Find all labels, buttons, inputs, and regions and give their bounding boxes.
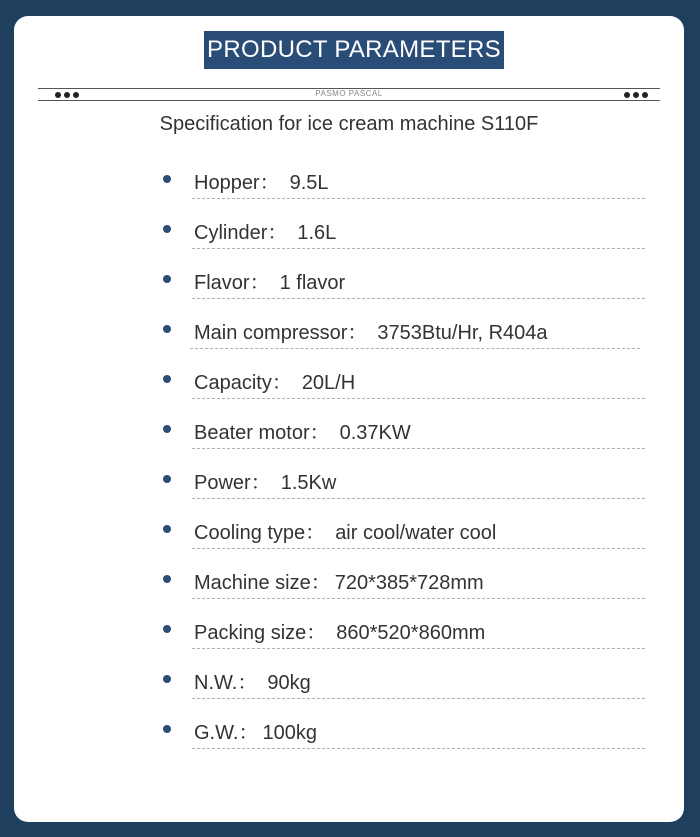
separator	[192, 248, 645, 249]
param-value: air cool/water cool	[335, 522, 497, 544]
spec-title: Specification for ice cream machine S110F	[159, 113, 539, 135]
param-label: Cooling type：	[194, 522, 326, 544]
bullet-icon	[163, 575, 171, 583]
param-value: 1 flavor	[279, 272, 346, 294]
title-banner	[204, 31, 504, 69]
param-label: Machine size：	[194, 572, 331, 594]
param-value: 100kg	[262, 722, 317, 744]
separator	[192, 648, 645, 649]
bullet-icon	[163, 175, 171, 183]
bullet-icon	[163, 425, 171, 433]
param-label: N.W.：	[194, 672, 258, 694]
list-item	[14, 356, 684, 406]
bullet-icon	[163, 625, 171, 633]
param-label: Main compressor：	[194, 322, 368, 344]
separator	[192, 698, 645, 699]
dots-right-icon	[624, 90, 648, 100]
separator	[192, 448, 645, 449]
list-item	[14, 656, 684, 706]
separator	[192, 748, 645, 749]
param-label: Capacity：	[194, 372, 292, 394]
bullet-icon	[163, 275, 171, 283]
param-value: 1.6L	[297, 222, 337, 244]
separator	[192, 298, 645, 299]
list-item	[14, 556, 684, 606]
separator	[190, 348, 640, 349]
param-value: 20L/H	[301, 372, 356, 394]
list-item	[14, 506, 684, 556]
param-value: 90kg	[267, 672, 311, 694]
brand-text: PASMO PASCAL	[315, 89, 383, 98]
list-item	[14, 206, 684, 256]
separator	[192, 498, 645, 499]
separator	[192, 548, 645, 549]
param-value: 3753Btu/Hr, R404a	[377, 322, 548, 344]
bullet-icon	[163, 225, 171, 233]
separator	[192, 398, 645, 399]
param-value: 720*385*728mm	[334, 572, 484, 594]
list-item	[14, 706, 684, 756]
param-label: Cylinder：	[194, 222, 288, 244]
list-item	[14, 256, 684, 306]
param-value: 1.5Kw	[280, 472, 337, 494]
bullet-icon	[163, 675, 171, 683]
bullet-icon	[163, 475, 171, 483]
param-label: Flavor：	[194, 272, 270, 294]
spec-card	[14, 16, 684, 822]
list-item	[14, 306, 684, 356]
separator	[192, 598, 645, 599]
rule-line-bottom	[38, 100, 660, 101]
bullet-icon	[163, 725, 171, 733]
param-label: Power：	[194, 472, 271, 494]
list-item	[14, 156, 684, 206]
bullet-icon	[163, 325, 171, 333]
separator	[192, 198, 645, 199]
list-item	[14, 406, 684, 456]
bullet-icon	[163, 375, 171, 383]
param-label: G.W.：	[194, 722, 259, 744]
list-item	[14, 456, 684, 506]
list-item	[14, 606, 684, 656]
decorative-rule	[38, 88, 660, 102]
param-label: Beater motor：	[194, 422, 330, 444]
param-value: 9.5L	[289, 172, 329, 194]
param-value: 0.37KW	[339, 422, 411, 444]
param-value: 860*520*860mm	[336, 622, 486, 644]
bullet-icon	[163, 525, 171, 533]
param-label: Hopper：	[194, 172, 280, 194]
page-title: PRODUCT PARAMETERS	[207, 36, 501, 63]
param-label: Packing size：	[194, 622, 327, 644]
